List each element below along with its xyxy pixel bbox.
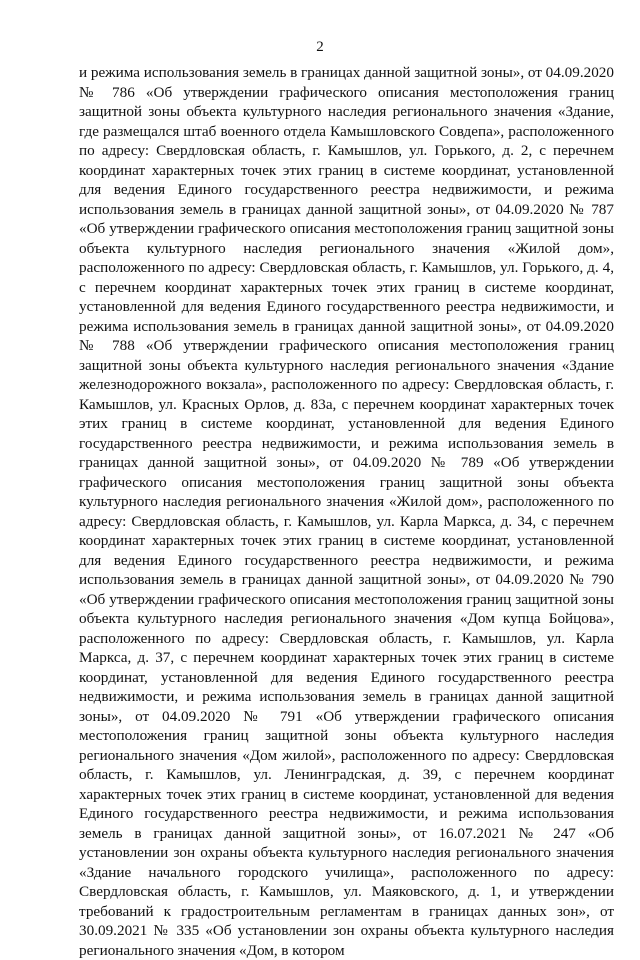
page-number: 2: [316, 39, 324, 55]
body-paragraph: и режима использования земель в границах данной защитной зоны», от 04.09.2020 № 786 «Об утверждении графического описания местоположения границ защитной зоны объекта культурного наследия регионального значения «Здание, где размещался штаб военного отдела Камышловского Совдепа», расположенного по адресу: Свердловская область, г. Камышлов, ул. Горького, д. 2, с перечнем координат характерных точек этих границ в системе координат, установленной для ведения Единого государственного реестра недвижимости, и режима использования земель в границах данной защитной зоны», от 04.09.2020 № 787 «Об утверждении графического описания местоположения границ защитной зоны объекта культурного наследия регионального значения «Жилой дом», расположенного по адресу: Свердловская область, г. Камышлов, ул. Горького, д. 4, с перечнем координат характерных точек этих границ в системе координат, установленной для ведения Единого государственного реестра недвижимости, и режима использования земель в границах данной защитной зоны», от 04.09.2020 № 788 «Об утверждении графического описания местоположения границ защитной зоны объекта культурного наследия регионального значения «Здание железнодорожного вокзала», расположенного по адресу: Свердловская область, г. Камышлов, ул. Красных Орлов, д. 83а, с перечнем координат характерных точек этих границ в системе координат, установленной для ведения Единого государственного реестра недвижимости, и режима использования земель в границах данной защитной зоны», от 04.09.2020 № 789 «Об утверждении графического описания местоположения границ защитной зоны объекта культурного наследия регионального значения «Жилой дом», расположенного по адресу: Свердловская область, г. Камышлов, ул. Карла Маркса, д. 34, с перечнем координат характерных точек этих границ в системе координат, установленной для ведения Единого государственного реестра недвижимости, и режима использования земель в границах данной защитной зоны», от 04.09.2020 № 790 «Об утверждении графического описания местоположения границ защитной зоны объекта культурного наследия регионального значения «Дом купца Бойцова», расположенного по адресу: Свердловская область, г. Камышлов, ул. Карла Маркса, д. 37, с перечнем координат характерных точек этих границ в системе координат, установленной для ведения Единого государственного реестра недвижимости, и режима использования земель в границах данной защитной зоны», от 04.09.2020 № 791 «Об утверждении графического описания местоположения границ защитной зоны объекта культурного наследия регионального значения «Дом жилой», расположенного по адресу: Свердловская область, г. Камышлов, ул. Ленинградская, д. 39, с перечнем координат характерных точек этих границ в системе координат, установленной для ведения Единого государственного реестра недвижимости, и режима использования земель в границах данной защитной зоны», от 16.07.2021 № 247 «Об установлении зон охраны объекта культурного наследия регионального значения «Здание начального городского училища», расположенного по адресу: Свердловская область, г. Камышлов, ул. Маяковского, д. 1, и утверждении требований к градостроительным регламентам в границах данных зон», от 30.09.2021 № 335 «Об установлении зон охраны объекта культурного наследия регионального значения «Дом, в котором: [79, 64, 614, 959]
